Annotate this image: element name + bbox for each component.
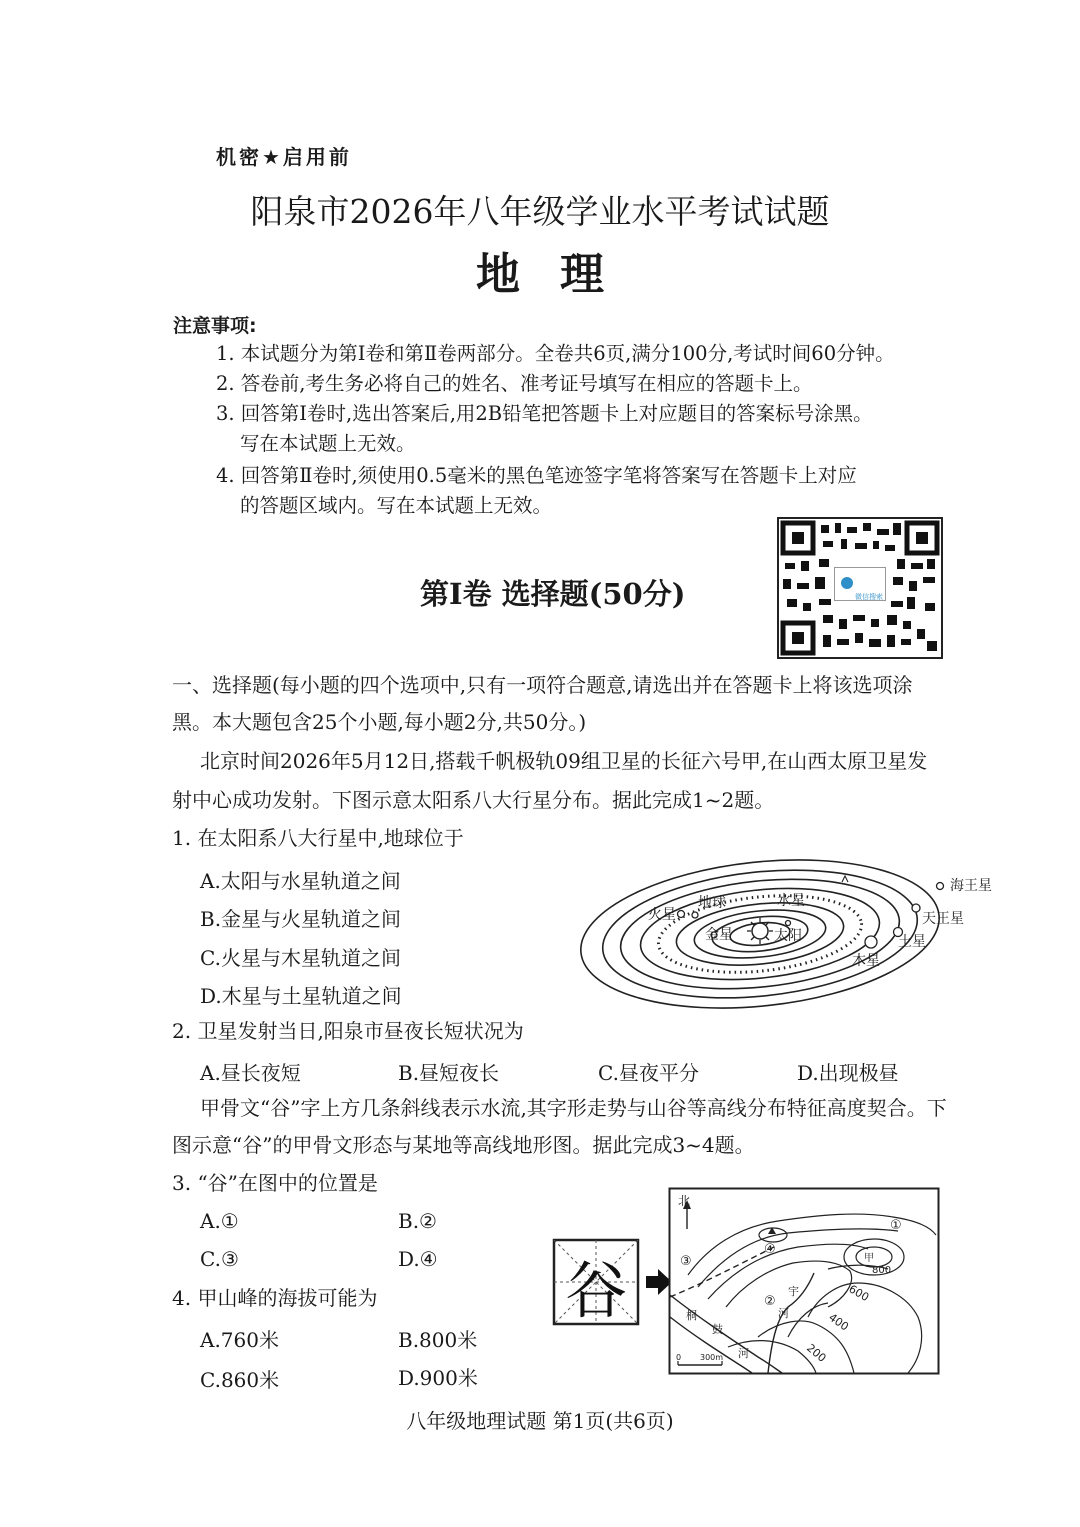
q1-option-a: A.太阳与水星轨道之间 [200, 869, 401, 893]
notice-item-4-cont: 的答题区域内。写在本试题上无效。 [240, 494, 553, 517]
q1-stem: 1. 在太阳系八大行星中,地球位于 [172, 826, 464, 850]
orbit-neptune [578, 844, 947, 1010]
marker-3: ③ [680, 1254, 692, 1269]
label-saturn: 土星 [898, 934, 926, 950]
q4-option-c: C.860米 [200, 1368, 280, 1392]
marker-2: ② [764, 1294, 776, 1309]
big-river-label-3: 河 [738, 1347, 749, 1360]
uranus-dot [912, 904, 920, 912]
neptune-dot [937, 883, 944, 890]
orbit-saturn [615, 867, 905, 1002]
passage1-line1: 北京时间2026年5月12日,搭载千帆极轨09组卫星的长征六号甲,在山西太原卫星发 [200, 749, 928, 773]
notice-item-3-cont: 写在本试题上无效。 [240, 432, 416, 455]
q2-option-b: B.昼短夜长 [398, 1061, 500, 1085]
label-mars: 火星 [648, 907, 676, 923]
q4-stem: 4. 甲山峰的海拔可能为 [172, 1286, 378, 1310]
contour-label-400: 400 [826, 1310, 851, 1334]
label-mercury: 水星 [777, 893, 805, 909]
part1-intro-line2: 黑。本大题包含25个小题,每小题2分,共50分。) [172, 710, 587, 734]
asteroid-belt [655, 887, 866, 982]
page-footer: 八年级地理试题 第1页(共6页) [406, 1409, 674, 1433]
label-neptune: 海王星 [950, 878, 992, 894]
q1-option-d: D.木星与土星轨道之间 [200, 984, 402, 1008]
notice-item-4: 4. 回答第Ⅱ卷时,须使用0.5毫米的黑色笔迹签字笔将答案写在答题卡上对应 [216, 464, 857, 487]
oracle-gu-glyph: 谷 [564, 1254, 628, 1327]
north-label: 北 [678, 1194, 691, 1208]
q3-option-c: C.③ [200, 1247, 239, 1271]
contour-map [668, 1187, 940, 1375]
confidential-label: 机密★启用前 [216, 145, 352, 169]
q3-option-b: B.② [398, 1209, 437, 1233]
scale-unit: 300m [700, 1353, 724, 1362]
q2-stem: 2. 卫星发射当日,阳泉市昼夜长短状况为 [172, 1019, 524, 1043]
label-venus: 金星 [705, 927, 733, 943]
q2-option-d: D.出现极昼 [797, 1061, 899, 1085]
q2-option-a: A.昼长夜短 [200, 1061, 301, 1085]
river-label: 河 [778, 1307, 789, 1320]
big-river-label-1: 桐 [686, 1309, 697, 1322]
q4-option-b: B.800米 [398, 1328, 478, 1352]
oracle-glyph-panel [552, 1238, 674, 1328]
qr-logo [834, 567, 886, 601]
label-uranus: 天王星 [922, 911, 964, 927]
notice-item-1: 1. 本试题分为第Ⅰ卷和第Ⅱ卷两部分。全卷共6页,满分100分,考试时间60分钟。 [216, 342, 895, 365]
q4-option-a: A.760米 [200, 1328, 279, 1352]
q3-option-d: D.④ [398, 1247, 438, 1271]
peak-label: 甲 [864, 1253, 874, 1264]
q4-option-d: D.900米 [398, 1366, 478, 1390]
orbit-direction-arrow [842, 876, 848, 882]
q3-stem: 3. “谷”在图中的位置是 [172, 1171, 378, 1195]
logo-icon [841, 577, 853, 589]
q1-option-c: C.火星与木星轨道之间 [200, 946, 401, 970]
label-sun: 太阳 [774, 928, 802, 944]
passage2-line1: 甲骨文“谷”字上方几条斜线表示水流,其字形走势与山谷等高线分布特征高度契合。下 [200, 1096, 947, 1120]
solar-system-diagram [578, 842, 1008, 1010]
section-title: 第Ⅰ卷 选择题(50分) [420, 577, 686, 611]
exam-title: 阳泉市2026年八年级学业水平考试试题 [250, 192, 830, 231]
qr-logo-label: 微信搜索 [855, 593, 883, 601]
contour-label-600: 600 [846, 1282, 872, 1305]
jupiter-dot [865, 936, 877, 948]
marker-1: ① [890, 1218, 902, 1233]
part1-intro-line1: 一、选择题(每小题的四个选项中,只有一项符合题意,请选出并在答题卡上将该选项涂 [172, 673, 913, 697]
notice-item-3: 3. 回答第Ⅰ卷时,选出答案后,用2B铅笔把答题卡上对应题目的答案标号涂黑。 [216, 402, 873, 425]
village-label: 宇 [788, 1285, 799, 1298]
earth-dot [692, 912, 698, 918]
label-jupiter: 木星 [852, 953, 880, 969]
qr-code [777, 517, 943, 659]
big-river-label-2: 鼓 [712, 1323, 723, 1336]
q2-option-c: C.昼夜平分 [598, 1061, 699, 1085]
q3-option-a: A.① [200, 1209, 239, 1233]
contour-label-200: 200 [804, 1341, 829, 1365]
orbit-jupiter [636, 878, 884, 991]
mars-dot [678, 911, 685, 918]
label-earth: 地球 [698, 895, 726, 911]
contour-label-800: 800 [872, 1265, 892, 1276]
notice-item-2: 2. 答卷前,考生务必将自己的姓名、准考证号填写在相应的答题卡上。 [216, 372, 813, 395]
marker-4: ④ [764, 1242, 776, 1257]
q1-option-b: B.金星与火星轨道之间 [200, 907, 402, 931]
notice-heading: 注意事项: [173, 315, 257, 337]
mercury-dot [786, 921, 791, 926]
scale-zero: 0 [676, 1353, 682, 1362]
passage1-line2: 射中心成功发射。下图示意太阳系八大行星分布。据此完成1~2题。 [172, 788, 775, 812]
passage2-line2: 图示意“谷”的甲骨文形态与某地等高线地形图。据此完成3~4题。 [172, 1133, 755, 1157]
subject-title: 地理 [476, 249, 644, 300]
